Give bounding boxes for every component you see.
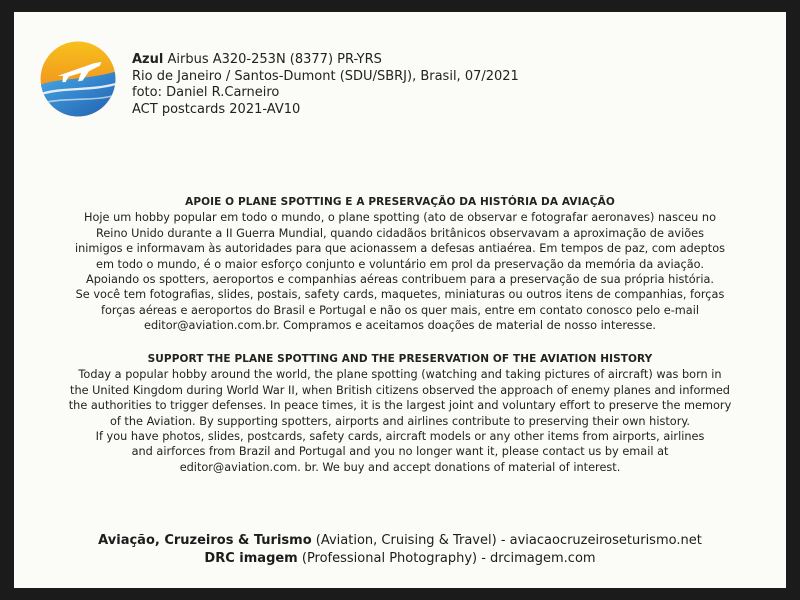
english-line: If you have photos, slides, postcards, safety cards, aircraft models or any other items from airports, airlines <box>95 430 705 444</box>
english-line: Today a popular hobby around the world, the plane spotting (watching and taking pictures of aircraft) was born in <box>78 368 722 382</box>
card-header <box>132 52 519 118</box>
portuguese-line: editor@aviation.com.br. Compramos e aceitamos doações de material de nosso interesse. <box>144 319 656 333</box>
portuguese-section <box>22 195 778 334</box>
portuguese-heading: APOIE O PLANE SPOTTING E A PRESERVAÇÃO DA HISTÓRIA DA AVIAÇÃO <box>185 196 615 208</box>
portuguese-line: Se você tem fotografias, slides, postais, safety cards, maquetes, miniaturas ou outros itens de companhias, forças <box>75 288 725 302</box>
aircraft-model: Airbus A320-253N (8377) PR-YRS <box>167 52 382 67</box>
english-heading: SUPPORT THE PLANE SPOTTING AND THE PRESERVATION OF THE AVIATION HISTORY <box>147 353 653 365</box>
publisher-details: (Aviation, Cruising & Travel) - aviacaocruzeiroseturismo.net <box>311 533 702 548</box>
publisher-name: Aviação, Cruzeiros & Turismo <box>98 533 312 548</box>
aircraft-title <box>132 52 519 69</box>
photo-credit: foto: Daniel R.Carneiro <box>132 85 280 100</box>
english-line: the authorities to trigger defenses. In peace times, it is the largest joint and voluntary effort to preserve the memory <box>68 399 732 413</box>
portuguese-line: Hoje um hobby popular em todo o mundo, o plane spotting (ato de observar e fotografar aeronaves) nasceu no <box>84 211 716 225</box>
photographer-name: DRC imagem <box>204 551 298 566</box>
english-section <box>22 352 778 475</box>
english-line: and airforces from Brazil and Portugal and you no longer want it, please contact us by email at <box>131 445 669 459</box>
portuguese-line: inimigos e informavam às autoridades para que acionassem a defesas antiaérea. Em tempos de paz, com adeptos <box>74 242 726 256</box>
portuguese-line: Reino Unido durante a II Guerra Mundial, quando cidadãos britânicos observavam a aproximação de aviões <box>96 226 704 240</box>
photographer-line <box>22 550 778 568</box>
english-line: of the Aviation. By supporting spotters, airports and airlines contribute to preserving their own history. <box>109 414 691 428</box>
portuguese-line: Apoiando os spotters, aeroportos e companhias aéreas contribuem para a preservação de sua própria história. <box>86 273 714 287</box>
airline-name: Azul <box>132 52 164 67</box>
publisher-line <box>22 532 778 550</box>
photographer-details: (Professional Photography) - drcimagem.com <box>297 551 596 566</box>
postcard-series: ACT postcards 2021-AV10 <box>132 101 301 117</box>
english-line: the United Kingdom during World War II, when British citizens observed the approach of enemy planes and informed <box>70 383 730 397</box>
portuguese-line: forças aéreas e aeroportos do Brasil e Portugal e não os quer mais, entre em contato conosco pelo e-mail <box>101 303 699 317</box>
photo-location: Rio de Janeiro / Santos-Dumont (SDU/SBRJ), Brasil, 07/2021 <box>132 68 519 84</box>
english-line: editor@aviation.com. br. We buy and accept donations of material of interest. <box>179 460 621 474</box>
card-footer <box>22 532 778 568</box>
postcard-back <box>14 12 786 588</box>
airplane-sunrise-logo-icon <box>39 40 117 118</box>
portuguese-line: em todo o mundo, é o maior esforço conjunto e voluntário em prol da preservação da memória da aviação. <box>96 257 704 271</box>
